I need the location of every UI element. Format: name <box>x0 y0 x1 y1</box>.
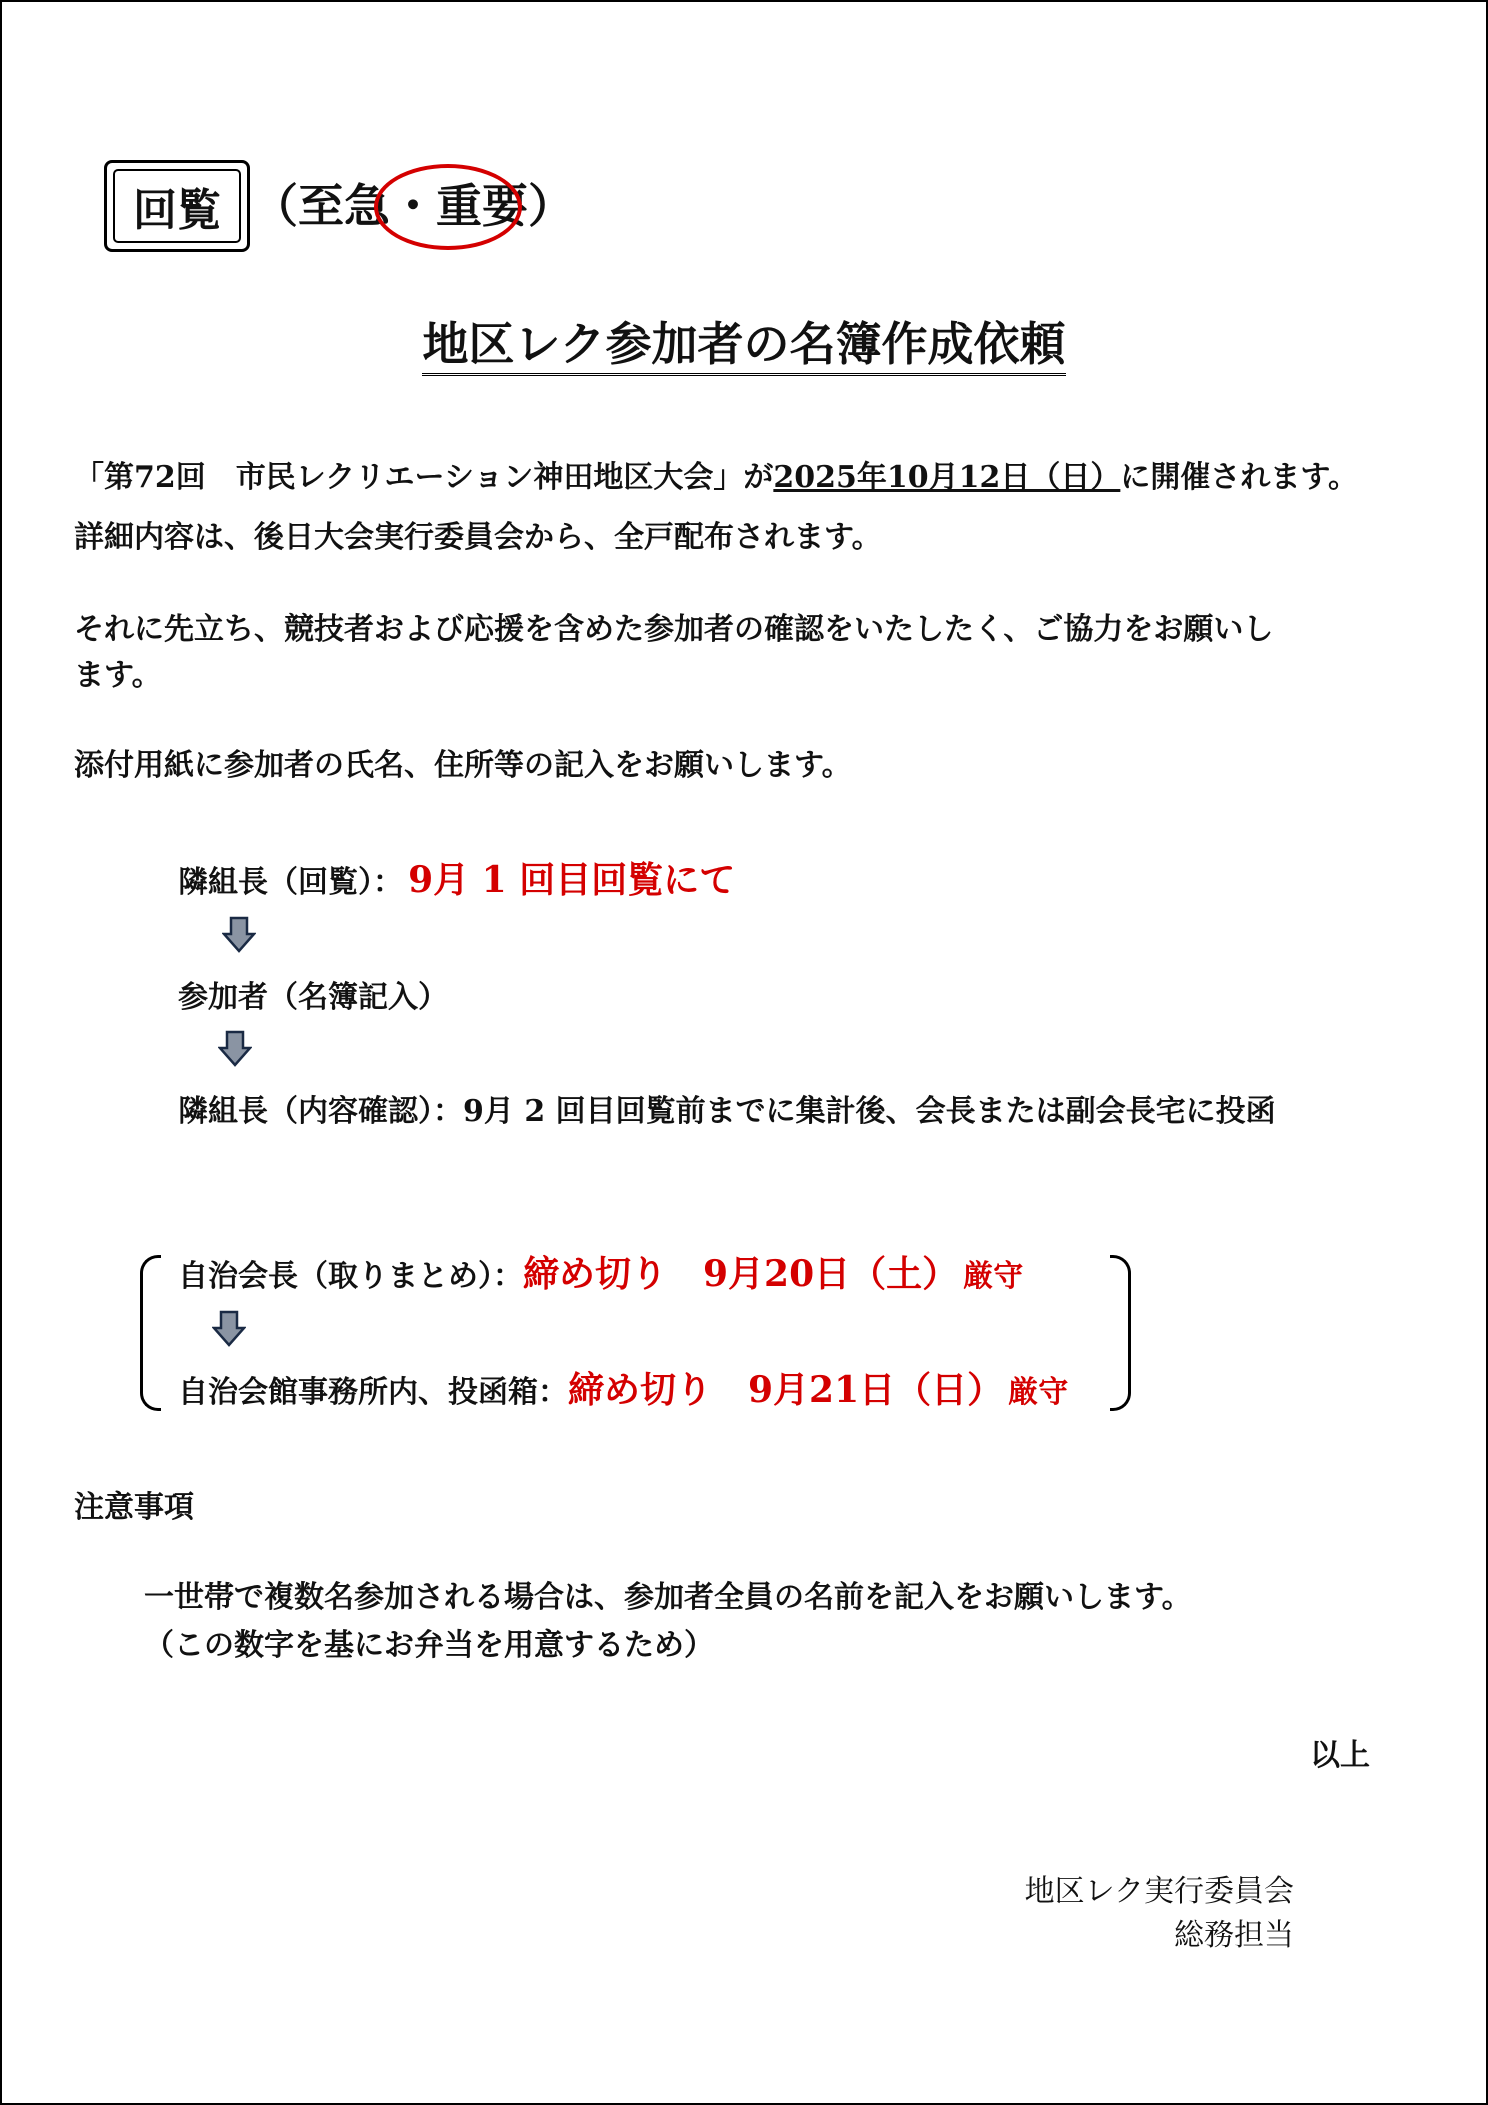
flow-step-2: 参加者（名簿記入） <box>178 980 448 1015</box>
event-name: 「第72回 市民レクリエーション神田地区大会」が <box>74 460 774 495</box>
document-title: 地区レク参加者の名簿作成依頼 <box>0 308 1488 374</box>
intro-line-3: それに先立ち、競技者および応援を含めた参加者の確認をいたしたく、ご協力をお願いし <box>74 612 1274 647</box>
deadline-1-note: 厳守 <box>963 1259 1024 1294</box>
deadline-2-note: 厳守 <box>1008 1375 1069 1410</box>
notes-heading: 注意事項 <box>74 1490 194 1525</box>
deadline-row-1 <box>178 1246 1023 1297</box>
flow-step-1-value: 9月 1 回目回覧にて <box>408 859 736 901</box>
tag-important: 重要 <box>436 179 528 233</box>
deadline-2-label: 自治会館事務所内、投函箱： <box>178 1375 568 1410</box>
intro-line-2: 詳細内容は、後日大会実行委員会から、全戸配布されます。 <box>74 520 882 555</box>
left-bracket <box>140 1255 161 1411</box>
intro-line-1-end: に開催されます。 <box>1120 460 1358 495</box>
deadline-1-label: 自治会長（取りまとめ）： <box>178 1259 523 1294</box>
flow-step-1-label: 隣組長（回覧）： <box>178 865 403 900</box>
tag-close: ） <box>528 179 574 233</box>
deadline-2-value: 締め切り 9月21日（日） <box>568 1369 1004 1411</box>
notes-line-1: 一世帯で複数名参加される場合は、参加者全員の名前を記入をお願いします。 <box>144 1580 1192 1615</box>
tag-open: （至急・ <box>252 179 436 233</box>
important-circle-mark <box>374 164 522 250</box>
flow-step-3: 隣組長（内容確認）：9月 2 回目回覧前までに集計後、会長または副会長宅に投函 <box>178 1094 1276 1129</box>
circulation-stamp <box>104 160 250 252</box>
intro-line-1 <box>74 452 1358 496</box>
stamp-label: 回覧 <box>113 169 241 243</box>
down-arrow-icon <box>222 916 256 954</box>
deadline-1-value: 締め切り 9月20日（土） <box>523 1253 959 1295</box>
closing-mark: 以上 <box>1310 1738 1370 1773</box>
flow-step-1 <box>178 852 735 903</box>
down-arrow-icon <box>212 1310 246 1348</box>
deadline-row-2 <box>178 1362 1068 1413</box>
down-arrow-icon <box>218 1030 252 1068</box>
signature-role: 総務担当 <box>1174 1918 1294 1953</box>
intro-line-4: ます。 <box>74 658 162 693</box>
intro-line-5: 添付用紙に参加者の氏名、住所等の記入をお願いします。 <box>74 748 852 783</box>
notes-line-2: （この数字を基にお弁当を用意するため） <box>144 1628 714 1663</box>
signature-org: 地区レク実行委員会 <box>1024 1874 1294 1909</box>
event-date: 2025年10月12日（日） <box>773 460 1121 495</box>
right-bracket <box>1110 1255 1131 1411</box>
